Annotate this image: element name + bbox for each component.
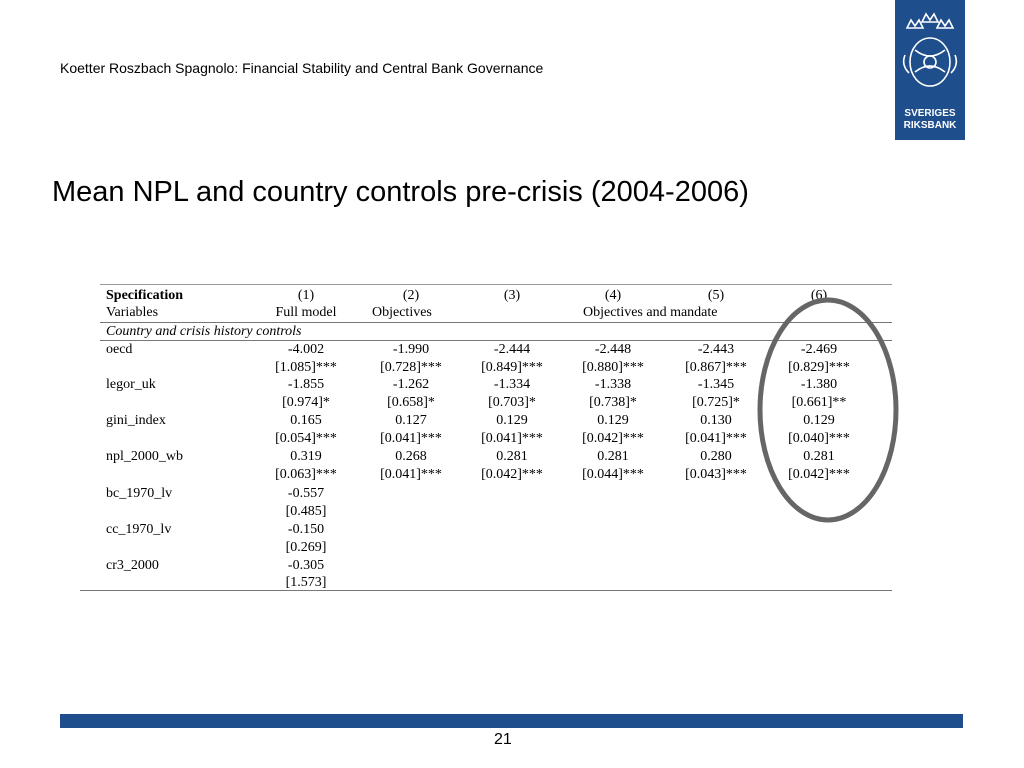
coefficient: -0.150 xyxy=(287,522,325,537)
variable-name: gini_index xyxy=(106,413,166,428)
std-error: [0.054]*** xyxy=(275,431,337,446)
std-error: [0.728]*** xyxy=(380,360,442,375)
std-error: [0.269] xyxy=(285,540,327,555)
std-error: [0.658]* xyxy=(387,395,435,410)
coefficient: 0.268 xyxy=(395,449,427,464)
std-error: [0.829]*** xyxy=(788,360,850,375)
std-error: [0.041]*** xyxy=(380,431,442,446)
std-error: [0.867]*** xyxy=(685,360,747,375)
logo-line-1: SVERIGES xyxy=(904,108,956,119)
coefficient: -1.380 xyxy=(800,377,838,392)
model-label: Objectives and mandate xyxy=(583,305,718,320)
std-error: [0.042]*** xyxy=(788,467,850,482)
std-error: [0.041]*** xyxy=(685,431,747,446)
coefficient: 0.129 xyxy=(803,413,835,428)
variable-name: cc_1970_lv xyxy=(106,522,172,537)
page-number: 21 xyxy=(494,731,512,748)
coefficient: 0.281 xyxy=(803,449,835,464)
std-error: [0.485] xyxy=(285,504,327,519)
variable-name: npl_2000_wb xyxy=(106,449,183,464)
column-header: (5) xyxy=(707,288,725,303)
column-header: (4) xyxy=(604,288,622,303)
coefficient: 0.130 xyxy=(700,413,732,428)
coefficient: 0.281 xyxy=(496,449,528,464)
coefficient: -1.855 xyxy=(287,377,325,392)
column-header: (1) xyxy=(297,288,315,303)
coefficient: -1.338 xyxy=(594,377,632,392)
coefficient: -0.305 xyxy=(287,558,325,573)
coefficient: 0.280 xyxy=(700,449,732,464)
std-error: [1.573] xyxy=(285,575,327,590)
slide-header: Koetter Roszbach Spagnolo: Financial Stability and Central Bank Governance xyxy=(60,60,544,76)
coefficient: -2.443 xyxy=(697,342,735,357)
std-error: [0.880]*** xyxy=(582,360,644,375)
std-error: [0.703]* xyxy=(488,395,536,410)
std-error: [0.849]*** xyxy=(481,360,543,375)
variable-name: cr3_2000 xyxy=(106,558,159,573)
model-label: Objectives xyxy=(372,305,432,320)
variable-name: oecd xyxy=(106,342,133,357)
std-error: [0.042]*** xyxy=(582,431,644,446)
std-error: [0.738]* xyxy=(589,395,637,410)
coefficient: 0.129 xyxy=(597,413,629,428)
coefficient: -2.448 xyxy=(594,342,632,357)
std-error: [0.974]* xyxy=(282,395,330,410)
coefficient: -1.990 xyxy=(392,342,430,357)
std-error: [0.725]* xyxy=(692,395,740,410)
std-error: [0.043]*** xyxy=(685,467,747,482)
column-header: (2) xyxy=(402,288,420,303)
coefficient: -4.002 xyxy=(287,342,325,357)
std-error: [1.085]*** xyxy=(275,360,337,375)
std-error: [0.044]*** xyxy=(582,467,644,482)
coefficient: -0.557 xyxy=(287,486,325,501)
std-error: [0.040]*** xyxy=(788,431,850,446)
coefficient: -1.334 xyxy=(493,377,531,392)
coefficient: -1.262 xyxy=(392,377,430,392)
coefficient: 0.165 xyxy=(290,413,322,428)
std-error: [0.042]*** xyxy=(481,467,543,482)
coefficient: 0.127 xyxy=(395,413,427,428)
coefficient: 0.281 xyxy=(597,449,629,464)
std-error: [0.041]*** xyxy=(380,467,442,482)
spec-label: Specification xyxy=(106,288,183,303)
slide-title: Mean NPL and country controls pre-crisis (2004-2006) xyxy=(52,176,749,208)
model-label: Full model xyxy=(275,305,337,320)
section-label: Country and crisis history controls xyxy=(106,324,302,339)
std-error: [0.661]** xyxy=(791,395,847,410)
variable-name: bc_1970_lv xyxy=(106,486,173,501)
std-error: [0.041]*** xyxy=(481,431,543,446)
std-error: [0.063]*** xyxy=(275,467,337,482)
coefficient: -2.469 xyxy=(800,342,838,357)
variables-label: Variables xyxy=(106,305,159,320)
coefficient: 0.319 xyxy=(290,449,322,464)
coefficient: -2.444 xyxy=(493,342,531,357)
footer-bar xyxy=(60,714,963,728)
column-header: (3) xyxy=(503,288,521,303)
coefficient: -1.345 xyxy=(697,377,735,392)
coefficient: 0.129 xyxy=(496,413,528,428)
variable-name: legor_uk xyxy=(106,377,156,392)
logo-line-2: RIKSBANK xyxy=(903,120,957,131)
column-header: (6) xyxy=(810,288,828,303)
